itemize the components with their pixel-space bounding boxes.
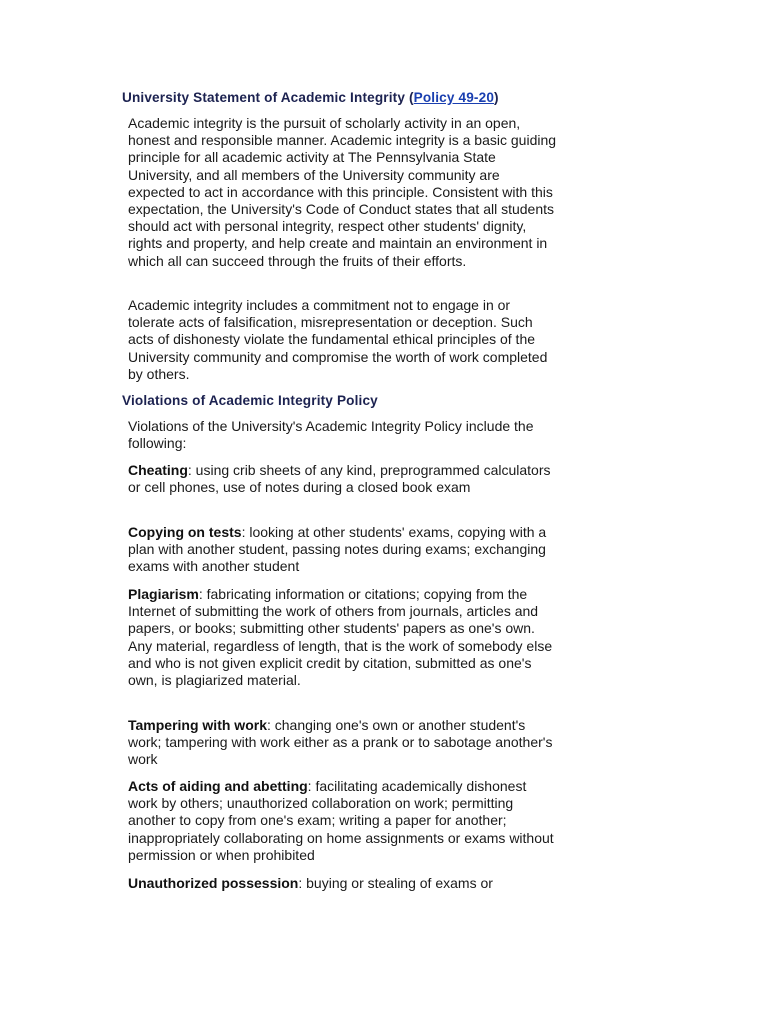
violation-term: Unauthorized possession [128,875,299,891]
violation-description: : buying or stealing of exams or [298,875,493,891]
violation-term: Acts of aiding and abetting [128,778,308,794]
paragraph-violations-intro [128,418,558,452]
section-heading-integrity-statement [122,90,499,105]
violation-description: : changing one's own or another student's work; tampering with work either as a prank or to sabotage another's work [128,717,553,768]
violation-term: Tampering with work [128,717,267,733]
paragraph-definition [128,115,558,270]
policy-link[interactable]: Policy 49-20 [413,90,495,105]
violation-term: Cheating [128,462,188,478]
section-heading-violations: Violations of Academic Integrity Policy [122,393,378,408]
paragraph-commitment [128,297,558,383]
violation-item-unauthorized-possession [128,875,558,892]
violation-description: : fabricating information or citations; copying from the Internet of submitting the work of others from journals, articles and papers, or books; submitting other students' papers as one's own. Any material, regardless of length, that is the work of somebody else and who is not given explicit credit by citation, submitted as one's own, is plagiarized material. [128,586,553,689]
violation-item-tampering [128,717,558,769]
heading-close: ) [494,90,499,105]
violation-item-aiding-abetting [128,778,558,864]
violation-term: Copying on tests [128,524,242,540]
violation-description: : facilitating academically dishonest work by others; unauthorized collaboration on work; permitting another to copy from one's exam; writing a paper for another; inappropriately collaborating on home assignments or exams without permission or when prohibited [128,778,554,863]
violation-item-plagiarism [128,586,558,689]
paragraph-text: Violations of the University's Academic Integrity Policy include the following: [128,418,534,452]
violation-description: : looking at other students' exams, copying with a plan with another student, passing notes during exams; exchanging exams with another student [128,524,547,575]
violation-term: Plagiarism [128,586,199,602]
heading-text: University Statement of Academic Integrity ( [122,90,414,105]
paragraph-text: Academic integrity is the pursuit of scholarly activity in an open, honest and responsible manner. Academic integrity is a basic guiding principle for all academic activity at The Pennsylvania State University, and all members of the University community are expected to act in accordance with this principle. Consistent with this expectation, the University's Code of Conduct states that all students should act with personal integrity, respect other students' dignity, rights and property, and help create and maintain an environment in which all can succeed through the fruits of their efforts. [128,115,557,269]
violation-item-cheating [128,462,558,496]
paragraph-text: Academic integrity includes a commitment not to engage in or tolerate acts of falsification, misrepresentation or deception. Such acts of dishonesty violate the fundamental ethical principles of the University community and compromise the worth of work completed by others. [128,297,548,382]
violation-description: : using crib sheets of any kind, preprogrammed calculators or cell phones, use of notes during a closed book exam [128,462,551,496]
violation-item-copying [128,524,558,576]
